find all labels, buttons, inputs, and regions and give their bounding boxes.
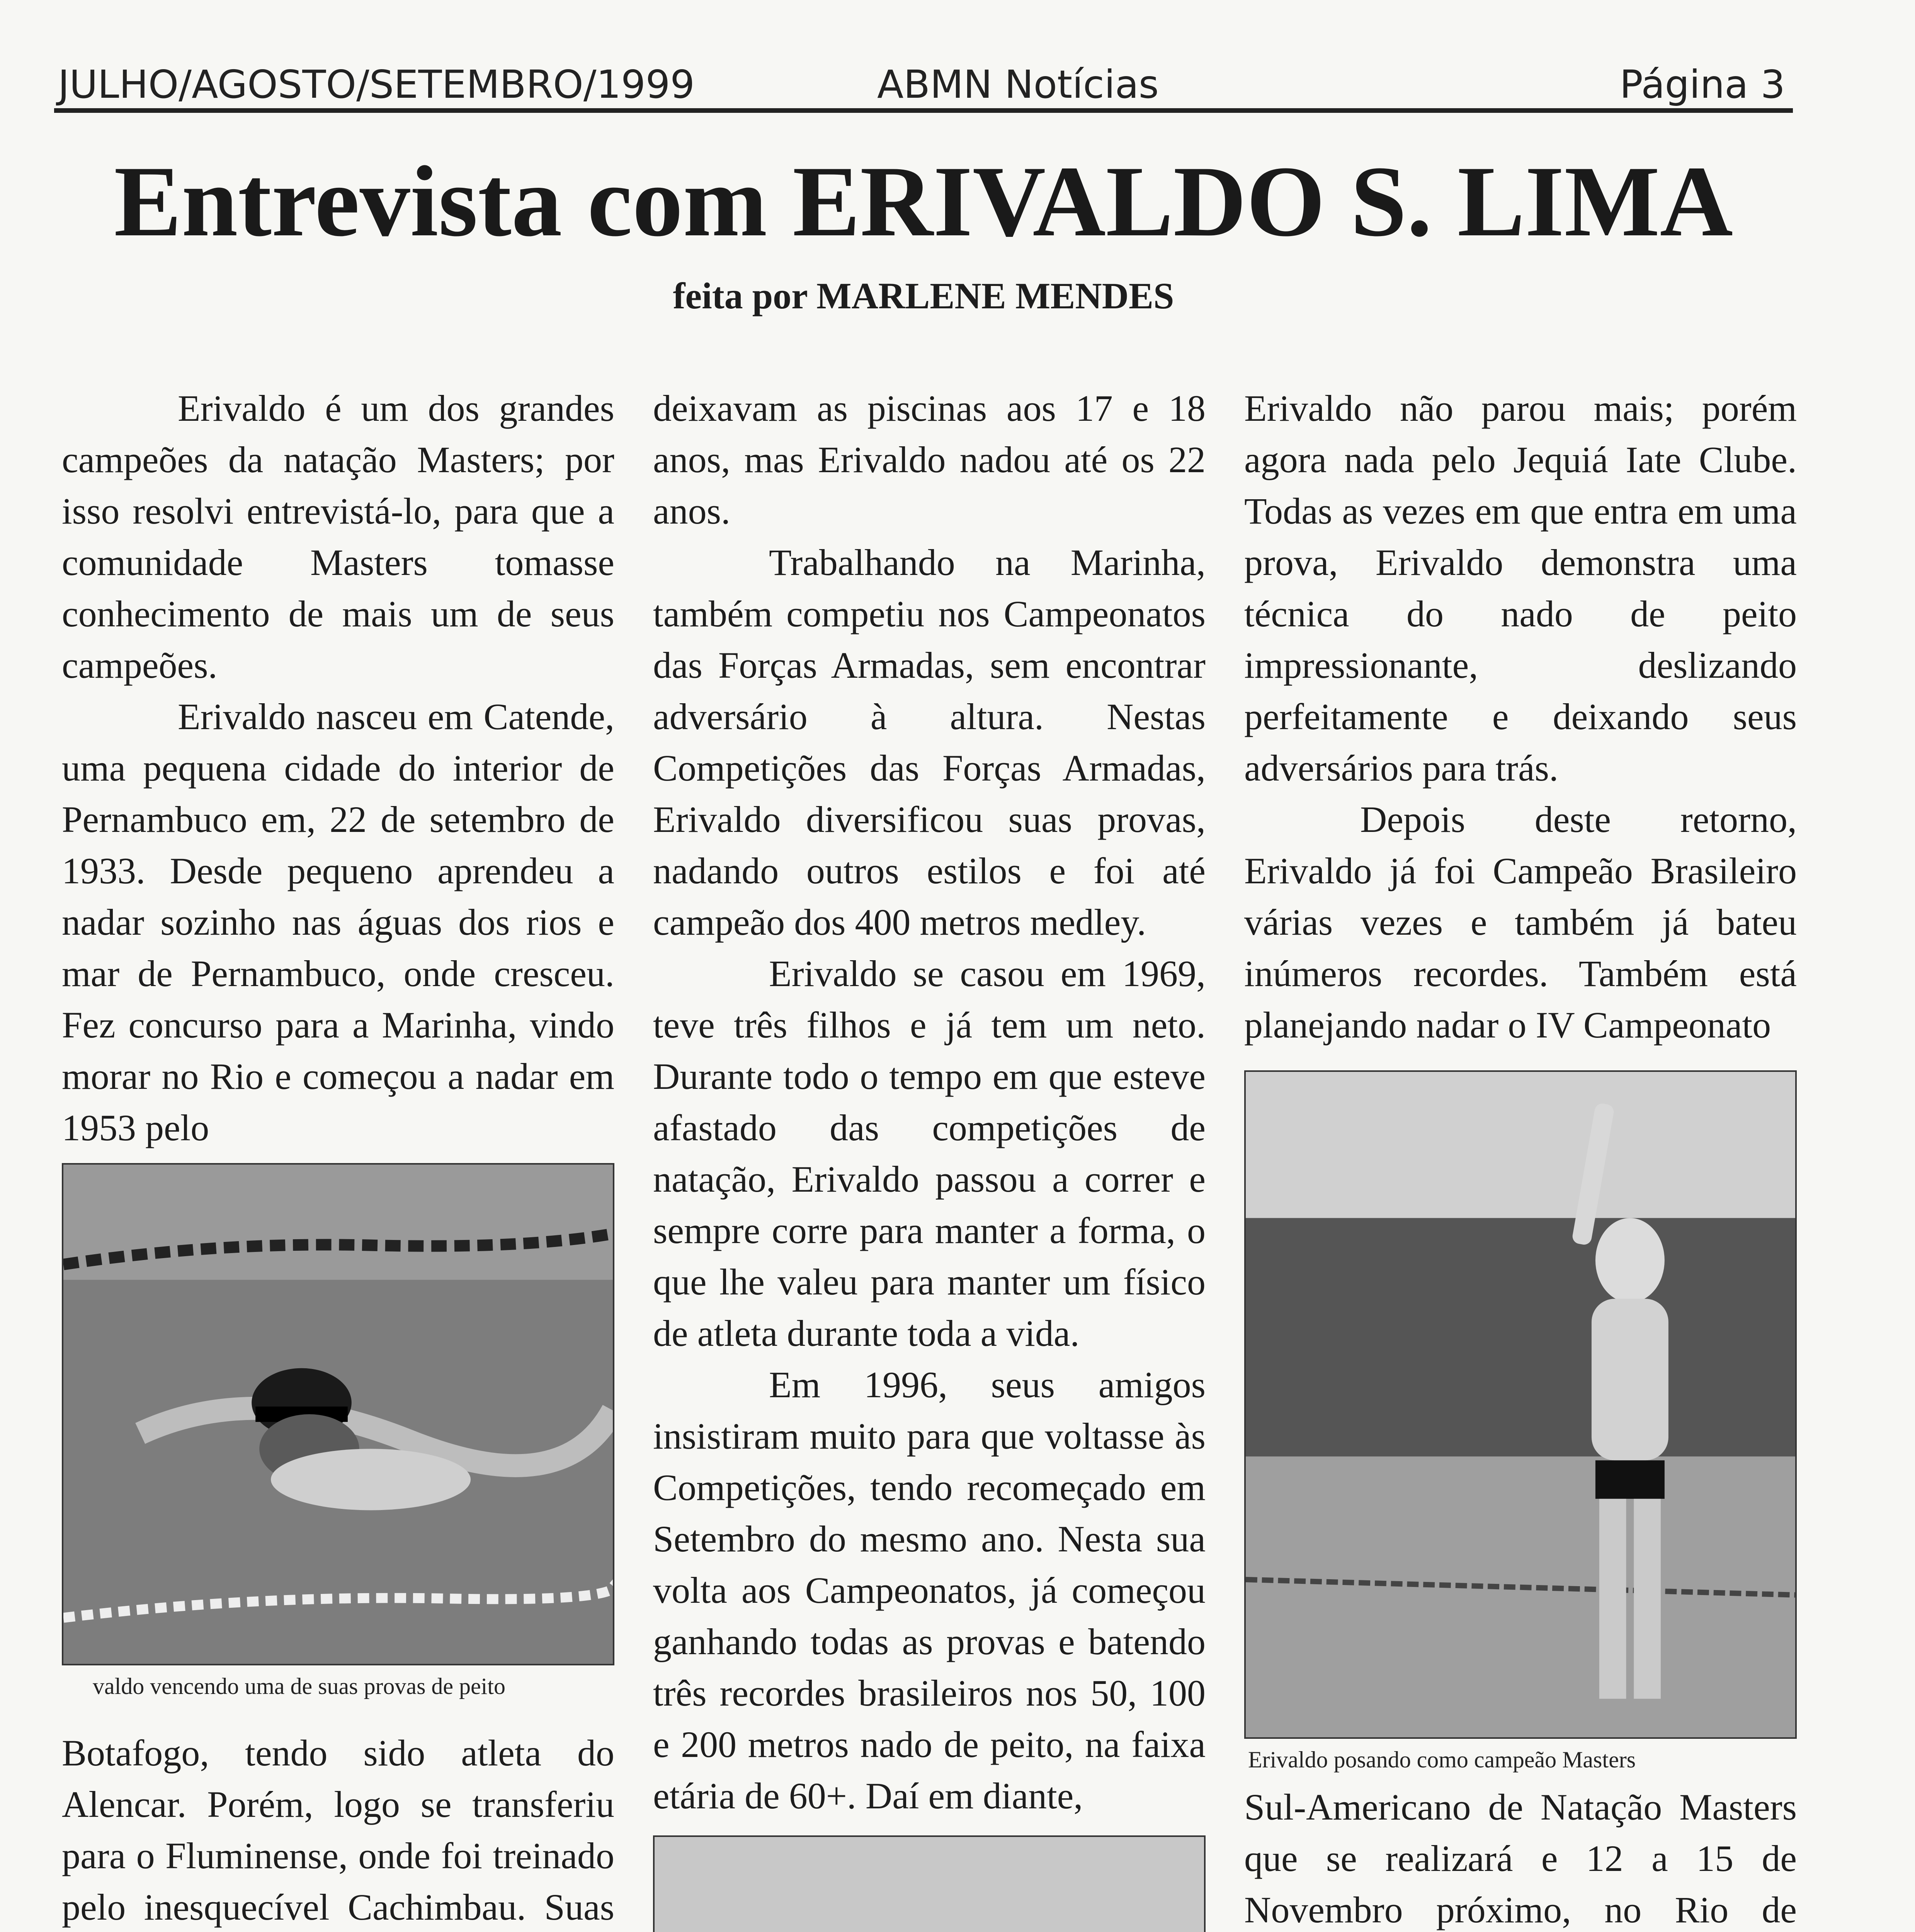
issue-date: JULHO/AGOSTO/SETEMBRO/1999 <box>58 62 695 107</box>
champion-photo <box>1244 1070 1797 1739</box>
paragraph: deixavam as piscinas aos 17 e 18 anos, mas Erivaldo nadou até os 22 anos. <box>653 388 1206 532</box>
column-3-top <box>1244 383 1797 1051</box>
article-title: Entrevista com ERIVALDO S. LIMA <box>114 145 1733 257</box>
swimmer-image <box>63 1165 613 1664</box>
column-3-bottom <box>1244 1781 1797 1932</box>
publication-name: ABMN Notícias <box>877 62 1159 107</box>
paragraph: Em 1996, seus amigos insistiram muito para que voltasse às Competições, tendo recomeçado em Setembro do mesmo ano. Nesta sua volta aos Campeonatos, já começou ganhando todas as provas e batendo três recordes brasileiros nos 50, 100 e 200 metros nado de peito, na faixa etária de 60+. Daí em diante, <box>653 1364 1206 1816</box>
photo-caption: valdo vencendo uma de suas provas de peito <box>93 1673 506 1699</box>
paragraph: Botafogo, tendo sido atleta do Alencar. Porém, logo se transferiu para o Fluminense, onde foi treinado pelo inesquecível Cachimbau. Suas <box>62 1732 614 1928</box>
article-byline: feita por MARLENE MENDES <box>673 275 1174 316</box>
paragraph: Depois deste retorno, Erivaldo já foi Campeão Brasileiro várias vezes e também já bateu inúmeros recordes. Também está planejando nadar o IV Campeonato <box>1244 799 1797 1046</box>
page-header <box>54 58 1793 113</box>
column-1-bottom <box>62 1727 614 1932</box>
paragraph: Erivaldo é um dos grandes campeões da natação Masters; por isso resolvi entrevistá-lo, para que a comunidade Masters tomasse conhecimento de mais um de seus campeões. <box>62 388 614 686</box>
champion-image <box>1246 1072 1795 1737</box>
poolside-image <box>655 1837 1204 1932</box>
column-1-top <box>62 383 614 1153</box>
column-2-top <box>653 383 1206 1821</box>
page-number: Página 3 <box>1619 62 1785 107</box>
paragraph: Erivaldo não parou mais; porém agora nada pelo Jequiá Iate Clube. Todas as vezes em que entra em uma prova, Erivaldo demonstra uma técnica do nado de peito impressionante, deslizando perfeitamente e deixando seus adversários para trás. <box>1244 388 1797 789</box>
paragraph: Erivaldo nasceu em Catende, uma pequena cidade do interior de Pernambuco em, 22 de setembro de 1933. Desde pequeno aprendeu a nadar sozinho nas águas dos rios e mar de Pernambuco, onde cresceu. Fez concurso para a Marinha, vindo morar no Rio e começou a nadar em 1953 pelo <box>62 696 614 1148</box>
paragraph: Trabalhando na Marinha, também competiu nos Campeonatos das Forças Armadas, sem encontrar adversário à altura. Nestas Competições das Forças Armadas, Erivaldo diversificou suas provas, nadando outros estilos e foi até campeão dos 400 metros medley. <box>653 542 1206 943</box>
paragraph: Sul-Americano de Natação Masters que se realizará e 12 a 15 de Novembro próximo, no Rio de <box>1244 1786 1797 1930</box>
poolside-photo <box>653 1835 1206 1932</box>
paragraph: Erivaldo se casou em 1969, teve três filhos e já tem um neto. Durante todo o tempo em que esteve afastado das competições de natação, Erivaldo passou a correr e sempre corre para manter a forma, o que lhe valeu para manter um físico de atleta durante toda a vida. <box>653 953 1206 1354</box>
photo-caption: Erivaldo posando como campeão Masters <box>1248 1747 1636 1772</box>
swimming-photo <box>62 1163 614 1665</box>
